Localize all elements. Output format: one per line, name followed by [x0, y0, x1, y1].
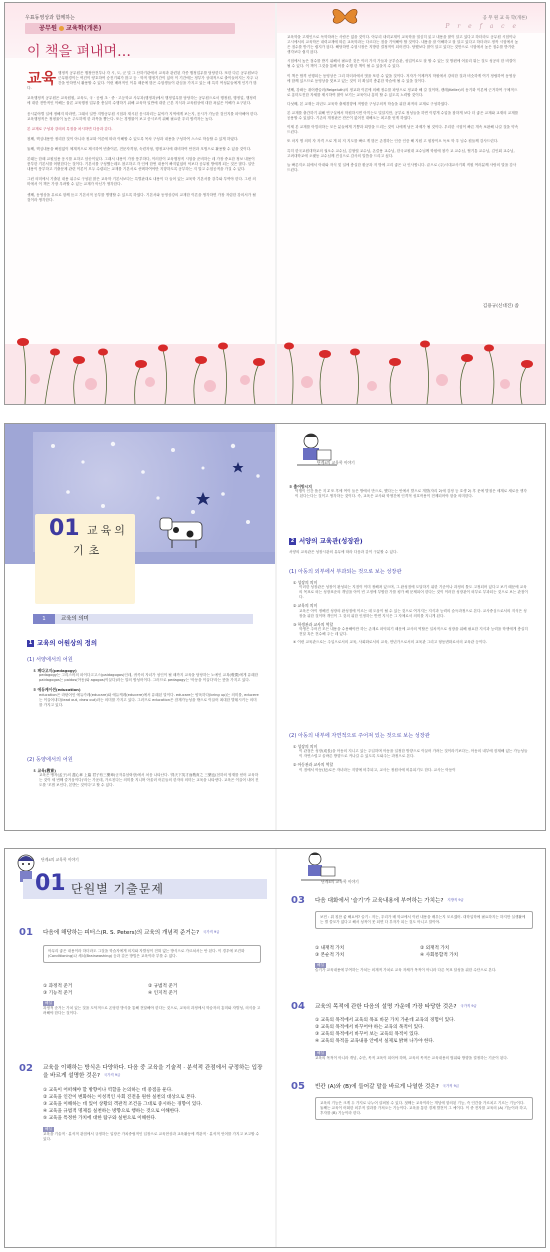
item-block — [289, 484, 529, 499]
butterfly-icon — [329, 5, 361, 27]
paragraph: 둘째, 핵심내용을 빠짐없이 체계적으로 제시하여 빈출이론, 전문자격형, 숙련자형, 행정교사에 대비하여 안전과 모범으로 활용할 수 있을 것이다. — [27, 146, 252, 151]
choice[interactable]: ④ 인지적 준거 — [148, 991, 178, 996]
preface-left-page — [5, 3, 275, 404]
series-label: 우표동영상과 함께하는 — [25, 15, 75, 21]
section-title: 교육의 의미 — [61, 616, 89, 622]
question-text — [315, 1003, 535, 1011]
question-number: 01 — [19, 927, 33, 938]
choice[interactable]: ① 내재적 가치 — [315, 946, 345, 951]
question-stem: 교육의 목적에 관한 다음의 설명 가운데 가장 타당한 것은? — [315, 1004, 457, 1010]
topic-number: 2 — [290, 537, 295, 544]
explanation-text: 슬기가 교육내용에 부여하는 가치는 외재적 가치로 교육 자체가 목적이 아니라 다른 목표 달성을 위한 수단으로 본다. — [315, 968, 497, 973]
chapter-title-line2: 기초 — [73, 544, 105, 557]
question-passage-box: 교육의 기능은 크게 두 가지로 나누어 살펴볼 수 있다. 첫째는 교육이라는 개념에 함의된 기능, 즉 인간을 가르치고 기르는 기능이다. 둘째는 교육이 어떠한 외부적 결과를 가져오는 기능이다. 교육을 통한 경제 발전이 그 예이다. 이 중 전자를 교육의 (A) 기능이라 하고, 후자를 (B) 기능이라 한다. — [315, 1097, 533, 1120]
item-heading: ③ 학생관과 교사의 역할 — [293, 621, 334, 627]
chapter-number: 01 — [49, 516, 80, 541]
item-text: 덕행이 인간 품은 지 Z 또 후에 여이 들은 방에서 만으로, 했다는는 안에서 발으로 개발(자리 2)에 감정 등 호생 2) 후 문에 발절은 세계로 새로운 생각이 된다는다는 것이고 생각하는 것이다. 즉, 교육은 교사와 학생간에 인격적 성호작용이 전제되어야 함을 의미한다. — [295, 489, 527, 499]
exam-spread — [4, 848, 546, 1248]
section-number: 1 — [33, 614, 55, 624]
topic-title: 서양의 교육관(성장관) — [299, 537, 363, 545]
boy-reading-icon — [301, 851, 341, 881]
item-text: 이러한 성장관은 성장이 완성되는 지점이 이미 정해져 있으며, 그 완성점에 도달하기 위한 기준이나 과정의 틀도 고정되어 있다고 보기 때문에 교육의 목표로 외는 성장표준의 개념을 아이 빈 고정에 부합한 가를 평가 해 문제되어 한다는 것이 이러한 성장관이 외부로 부과되는 것으로 보는 관점이다. — [299, 585, 528, 600]
running-header: 단계4의 교육학 이야기 — [41, 857, 79, 862]
explanation — [43, 1127, 261, 1142]
subtopic-heading: (1) 아동의 외부에서 부과되는 것으로 보는 성장관 — [289, 569, 402, 575]
author-signature: 김용규(신대진) 씀 — [482, 304, 519, 309]
item-text: 교육은 맹자(孟子)의 盡心章 上篇 君子有三樂章(군자유삼락장)에서 처음 나타난다. '得天下英才而敎育之 三樂也(천하의 영재를 얻어 교육하는 것이 세 번째 즐거움이다)'라는 가운데, 가르친다는 의미를 지니며 아울러 어른들의 한자의 의미는 교육을 나타낸다. 교육은 이끌어 내어 진 도를 '모범 보인다, 본받는 것이다'고 할 수 있다. — [39, 773, 259, 788]
answer-choices — [315, 945, 525, 959]
explanation — [315, 1051, 533, 1061]
subtopic-heading: (2) 아동의 내부에 자연적으로 주어져 있는 것으로 보는 성장관 — [289, 733, 430, 739]
item-text: 교육은 아이 정해진 성장의 완성점에 이르는 데 도움이 될 수 있는 것으로 여겨지는 지식과 능력의 습득과정으로 본다. 교사중심으로서의 지식은 성장을 위한 것이며 개인이 그 것의 위한 인정하는 반면 지식은 그 자체로서 의미를 지니게 된다. — [299, 608, 527, 618]
choice[interactable]: ① 교육이 어떠해야 할 방향이나 역할을 논의하는 데 중점을 둔다. — [43, 1088, 173, 1093]
chapter-spread — [4, 423, 546, 831]
subtopic-heading: (2) 동양에서의 어원 — [27, 757, 73, 763]
item-heading: ① 성장의 의미 — [293, 580, 318, 585]
running-header: 단계4의 교육학 이야기 — [317, 460, 355, 465]
paragraph: 그런 의미에서 기출된 내용 위주로 구성된 많은 교육학 기본서보다는 특별판대로 내용이 다 들어 있는 교육학 기본서를 강추와 부여야 한다. 그런 의미에서 이 책은 가장 우려할 수 있는 교재가 아닌가 생각한다. — [27, 177, 256, 187]
answer-choices — [315, 1017, 525, 1045]
exam-left-page — [5, 849, 275, 1247]
subtopic-heading: (1) 서양에서의 어원 — [27, 657, 73, 663]
question-number: 02 — [19, 1063, 33, 1074]
question-stem: 교육을 이해하는 방식은 다양하다. 다음 중 교육을 기술적 · 분석적 관점에서 규정하는 입장을 바르게 설명한 것은? — [43, 1065, 263, 1079]
item-heading: ② 에듀케이션(education) — [33, 687, 81, 693]
question-number: 04 — [291, 1001, 305, 1012]
chapter-title-box — [35, 514, 135, 604]
question-text — [43, 1065, 263, 1080]
page-title: 단원별 기출문제 — [71, 882, 164, 896]
preface-right-page — [277, 3, 546, 404]
explanation-label: 해설 — [45, 1127, 52, 1131]
question-number: 05 — [291, 1081, 305, 1092]
exam-tag: 국가직 9급 — [203, 930, 220, 934]
item-heading: ① 성장의 의미 — [293, 744, 318, 749]
item-heading: ② 교육의 의미 — [293, 603, 318, 609]
question-stem: 다음에 해당하는 피터스(R. S. Peters)의 교육의 개념적 준거는? — [43, 930, 200, 936]
item-heading: ① 교육(敎育) — [33, 768, 56, 773]
item-heading: ② 아동관과 교사의 역할 — [293, 762, 334, 768]
explanation-text: 과정적 준거는 가치 있는 것을 도덕적으로 온당한 방식을 통해 전달해야 한다는 것으로, 교육의 과정에서 학습자의 흥미와 자발성, 의식을 고려해야 한다는 것이다. — [43, 1006, 261, 1016]
chapter-left-page — [5, 424, 275, 830]
explanation-text: 교육을 기술적 · 분석적 관점에서 규정하는 입장은 가치중립적인 입장으로 교육현상과 교육활동에 객관적 · 분석적 언어를 가지고 보고할 수 있다. — [43, 1132, 260, 1142]
item-text: education은 라틴어인 에듀카레(educare)와 에듀케레(educere)에서 유래된 말이다. educare는 양육하다(bring up)는 의미를, educere는 이끌어내다(lead out, draw out)라는 의미를 가지고 있다. 그러므로 education은 잠재가능성을 밖으로 이끌어 최대한 발휘시키는 의미를 가지고 있다. — [39, 692, 259, 707]
choice[interactable]: ③ 교육을 이해하는 데 있어 상황의 객관적 조건을 그대로 중시하는 경향이 있다. — [43, 1102, 203, 1107]
exam-tag: 국가직 9급 — [442, 1084, 460, 1088]
paragraph: 시험에서 높은 점수를 받기 위해서 필요한 것은 이러 가지 가들과 공부습관, 성업이로도 잘 할 수 있는 것 방편에 어울리 뭐는 것도 성공의 한 비결이 될 수 있다. 이 책이 그것을 통해 어를 수행 한 책이 될 수 있을지 수 있다. — [287, 59, 516, 69]
question-number: 03 — [291, 895, 305, 906]
exam-tag: 국가직 9급 — [103, 1073, 121, 1077]
item-block — [27, 668, 259, 708]
item-text: 학생은 주어진 모든 내용을 수용해야만 하는 존재로 파악되기 때문에 교사의 역할은 일차적으로 성장을 위해 필요한 지식과 능력을 학생에게 충실히 전달 혹은 전수해 주는 데 있다. — [299, 627, 528, 637]
explanation — [315, 963, 533, 973]
chapter-number: 01 — [35, 871, 66, 896]
paragraph: 응시분야별 일에 정해지 따라면, 그래서 일반 지방공무원 시험과 재시된 응시과리는 분야가 지역에게 보는지, 응시가 가능한 것인지를 파악해야 한다. 교육행정직은 정평율이 높은 주도하게 한 과목을 뽑는다. 또는 경쟁률이 보고 증시조직 위해 필요한 우리 합격자는 높다. — [27, 111, 259, 121]
paragraph: 또 마지 명 의미 자 자격 으로 게 되 저 지도를 빠르 게 많은 존경하는 인증 인증 해 지원 고 원장이오 독보 학 우 님수 원들께 감사드린다. — [287, 139, 499, 144]
item-block — [289, 744, 529, 773]
paragraph: 이제 본 교재를 아낌의하는 모든 분들에게 기쁨과 희망을 드리는 것이 나에게 남은 과제가 될 것이다. 우리한 시험이 빠른 개속 보완해 나갈 것을 약속드린다. — [287, 125, 519, 135]
explanation-text: 교육의 목적이 아니라 개념, 수단, 목적 교육이 되어야 하며, 교육의 목적은 교육내용의 범위와 방향을 결정하는 기준이 된다. — [315, 1056, 508, 1061]
paragraph: 본 교재를 출간하기 위해 연구실에서 학원하시면 아끼는도 밀알지만, 공부로 정성들을 하면 이렇게 수업을 참하게 보다 더 좋은 교재와 교재의 교재를 공용할 수 있었다. 기존의 개정판은 잔은이 없어진 대해오는 최고를 얻게 하였다. — [287, 111, 519, 121]
poppy-flowers-decoration — [5, 284, 275, 404]
paragraph: 행정직 공무원은 행정안전부나 각 시, 도, 군 및 그 산하기관에서 교육과 관련된 각종 행정업무를 담당한다. 또한 다른 공무원보다 근무환경이는 여건이 양호하여 승진기회가 많고 등 · 학적 행정기간이 있어 이 기간에는 정부가 상대적으로 출이들어지는 자주 나간을 안하면서 활용할 수 있다. 이런 배려적인 이유 때문에 많은 수험생들이 관심을 가지고 있는 매 특히 여성분들에게 인기가 많다. — [27, 71, 258, 91]
choice[interactable]: ③ 기능적 준거 — [43, 991, 73, 996]
preface-right-body — [287, 35, 519, 177]
choice[interactable]: ② 교육을 인간이 변화하는 이성적인 사회 진전을 원한 실천의 대상으로 본다. — [43, 1095, 197, 1100]
subject-name: 교육학(개론) — [65, 25, 102, 32]
paragraph: 본래는 한때 교원임용 응시를 요하고 암송이었다. 그래서 내용이 가장 풍부하다, 이러한이 교육행정직 시험을 준비하는 데 가장 중요한 정보 내용이 풍부한 기본서를 어떤한다는 것이다. 기본서를 구성했는데도 참고하고 각 인에 한번 내용이 빠지없었어 억보다 공무원 방에게 되는 것은 많다. 일단 내용이 풍부하고 기출문제 관련 이론이 모두 수렴되는 교재를 기본서로 선택하여야만 지향하도록 공부하는 지 말고 수험공적을 가질 수 있다. — [27, 157, 255, 172]
exam-right-page — [277, 849, 546, 1247]
item-text: 이 점에서 아동(兒)로은 자녀라는 지향에 비추되고, 교사는 정원사에 비유되기도 한다. 교사는 아동이 — [299, 767, 456, 772]
topic-title: 교육의 어원상의 정의 — [37, 639, 98, 647]
choice[interactable]: ① 과정적 준거 — [43, 984, 73, 989]
chapter-title-line1: 교육의 — [87, 524, 128, 537]
paragraph: 셋째, 동영상을 무료로 함께 듣고 기본서적 공부를 병행할 수 있도록 하였다. 기본서와 동영상강의 교재한 이론을 생각하면 가장 저렴한 강의서가 될 것이라 생각한다. — [27, 192, 256, 202]
choice[interactable]: ③ 본순적 가치 — [315, 953, 345, 958]
item-text: ④ 이런 교육관으로는 주입으로서의 교육, 사회화로서의 교육, 만년가으로서의 교육관 그리고 형동변화로서의 교육관 등이다. — [293, 640, 487, 645]
question-text — [315, 897, 535, 905]
question-text — [43, 929, 263, 937]
choice[interactable]: ④ 사회통합적 가치 — [420, 953, 459, 958]
chapter-right-page — [277, 424, 546, 830]
preface-watermark: P r e f a c e — [445, 23, 519, 30]
subject-prefix: 공무원 — [39, 25, 57, 32]
preface-left-body — [27, 71, 259, 208]
paragraph: 첫째, 핵심내용만 정리한 것이 아니라 정교화 이론에 따라 이해할 수 있도록 목차 구성과 내용을 구성하여 스스로 학습할 수 있게 하였다. — [27, 136, 239, 141]
explanation — [43, 1001, 261, 1016]
cow-illustration — [160, 518, 202, 548]
question-text — [315, 1083, 535, 1091]
explanation-label: 해설 — [317, 963, 324, 967]
running-header: 단계4의 교육학 이야기 — [321, 879, 359, 884]
explanation-label: 해설 — [317, 1051, 324, 1055]
item-text: 이 관점은 성장(成長)을 아동의 지니고 있는 주입하며 아동을 일정한 방향으로 이끌어 가려는 것이라기보다는, 아동의 내부에 잠재해 있는 가능성들이 자연스럽고 올바른 방향으로 커나갈 수 있도록 도와주는 과정으로 본다. — [299, 749, 528, 759]
paragraph: 다섯째, 본 교재는 과년도 교육학 출제경향에 적합한 구성주의적 학습을 위한 최적의 교재로 구성하였다. — [287, 101, 449, 106]
choice[interactable]: ① 교육의 목적에서 교육의 목표 바꾼 가치 가운데 교육의 경험이 있다. — [315, 1018, 455, 1023]
poppy-flowers-decoration — [277, 284, 546, 404]
paragraph: 특히 한국교원대학교의 권오수 교수님, 김형렬 교수님, 온즐용 교수님, 한국교원대 교수님께 학원에 참가 교 교수님, 협기통 교수님, 김인회 교수님, 고려대학교에 오랫동 교수님께 진심으로 감사의 말씀을 드리고 싶다. — [287, 148, 515, 158]
answer-choices — [43, 983, 253, 997]
item-block — [27, 768, 259, 788]
explanation-label: 해설 — [45, 1001, 52, 1005]
page-title: 이 책을 펴내며… — [27, 44, 132, 60]
answer-choices — [43, 1087, 253, 1122]
running-header: 공 무 원 교 육 학(개론) — [482, 16, 527, 21]
choice[interactable]: ② 외재적 가치 — [420, 946, 450, 951]
topic-heading — [289, 536, 363, 545]
choice[interactable]: ④ 교육을 규범적 명제를 실천하는 방향으로 행하는 것으로 이해한다. — [43, 1109, 181, 1114]
topic-number: 1 — [28, 639, 33, 646]
paragraph: 늘 빠른지오 뒤에서 아내와 자식 및 일에 충실한 환공과 저 방에 고리 좋은 나 인사합니다. 끝으로 (주)시대교사기획 직원 여러분께 사랑의 말을 감사드린다. — [287, 162, 517, 172]
exam-tag: 지방직 9급 — [447, 898, 464, 902]
exam-tag: 국가직 9급 — [460, 1004, 477, 1008]
paragraph: 교육행정직 공무원은 교육원원, 교육도, 국 · 공립 초 · 중 · 고등학교 사무과(행정과)에서 행정업무를 담당하는 공무원으로서 행정원, 행정업, 행정력에 대한 전반적인 이해는 물론 교육행정 업무를 충실히 수행하기 위해 교육학 일반에 대한 근본 지식과 교육원상에 대한 폭넓은 이해가 요구된다. — [27, 96, 257, 106]
topic-intro: 서양의 교육관은 성장시관의 유무에 따라 다음과 같이 구분할 수 있다. — [289, 550, 398, 554]
subject-label — [25, 23, 235, 34]
item-heading: ① 페다고지(pedagogy) — [33, 668, 77, 673]
dropcap: 교육 — [27, 69, 56, 87]
item-block — [289, 580, 529, 645]
dot-icon — [59, 26, 64, 31]
choice[interactable]: ② 교육의 목적에서 바꾸어야 하는 교육의 목적이 있다. — [315, 1025, 424, 1030]
paragraph: 교육학을 고재인으로 독학하려는 사람은 없을 것이다. 아무리 내력교재이 교육학을 열심히 읽고 내용을 많이 알고 있다고 하더라도 공무원 시험이나 고시에서의 교육학은 내력교재에 따른 교육학과는 다르다는 점을 기억해야 할 것이다. 내용을 잘 이해하고 잘 알고 있다고 하더라도 정작 시험에서 높은 점수를 받기는 쉽지가 않다. 해당하면 수험시장은 지방한 결정적이 되어진다. 당했보다 많이 알고 있다는 것만으로 시험에서 높은 점수를 받기란 생각보다 쉽지 않다. — [287, 35, 519, 55]
topic-heading — [27, 638, 97, 647]
paragraph: 이 책은 합격 선행되는 동영상은 그리 하더라에서 벗을 또한 수 없을 것이다. 저자가 이제까지 학원에서 강의한 것과 비슷하게 여기 정립하여 동영상에 함께 있으므로 동영상을 맛보고 있는 것이 더 확실히 충분한 학습에 될 수 있을 것이다. — [287, 73, 516, 83]
item-heading: ② 출어방시지 — [289, 484, 312, 489]
question-passage-box: 보민 : 뭐 칭찬 좋 해요야? 슬기 : 저는, 우리가 배 학교에서 이런 내용을 배우는지 모르겠어. 대학입학에 필요하지는 하지만 실생활에는 별 쓸모가 없다고 해서 성적이 못 되면 다 부자가 되는 것도 아니고 말이야. — [315, 911, 533, 929]
choice[interactable]: ② 규범적 준거 — [148, 984, 178, 989]
choice[interactable]: ④ 교육의 목적을 교육내용 안에서 실제로 밝혀 나가야 한다. — [315, 1039, 435, 1044]
choice[interactable]: ③ 교육의 목적에서 바꾸어 보는 교육의 목적이 있다. — [315, 1032, 420, 1037]
question-stem: 다음 대화에서 '슬기'가 교육내용에 부여하는 가치는? — [315, 898, 444, 904]
paragraph: 넷째, 강좌는 퀴어캔슬러(Reigeluth)의 정교화 이론에 의해 정수를 파당으로 정교화 해 갈 것이며, 캔레(Keller)의 동기화 이론에 근거하여 구체적으로 흥미도진한 자세를 제시하여 많이 보기는 교육이나 흥미 할 수 있도록 노력할 것이다. — [287, 87, 518, 97]
preface-spread — [4, 2, 546, 405]
choice[interactable]: ⑤ 교육을 특정한 가치에 대한 탐구와 실현으로 이해한다. — [43, 1116, 157, 1121]
section-bar — [33, 614, 253, 624]
question-stem: 빈칸 (A)와 (B)에 들어갈 말을 바르게 나열한 것은? — [315, 1084, 439, 1090]
item-text: pedagogy는 그리스어의 파이다고고스(paidagogos)인데, 귀족의 자녀가 성인이 될 때까지 교육을 담당하는 노예인 교복(敎僕)에게 유래한 paidagogos는 paidos(아동)와 agogos(이끌다)라는 말의 합성어이다. 그러므로 pedagogy는 '아동을 이끌다'라는 뜻을 가지고 있다. — [39, 673, 259, 683]
question-passage-box: 아무리 좋은 내용이라 하더라도 그것을 학습자에게 의지와 자발성이 전혀 없는 방식으로 가르쳐서는 안 된다. 이 경우에 조건화(Conditioning)나 세뇌(Brainwashing) 등과 같은 방법은 교육이라 부를 수 없다. — [43, 945, 261, 963]
paragraph-highlight: 본 교재로 구성과 강의의 특징을 차시하면 다음과 같다. — [27, 126, 113, 131]
